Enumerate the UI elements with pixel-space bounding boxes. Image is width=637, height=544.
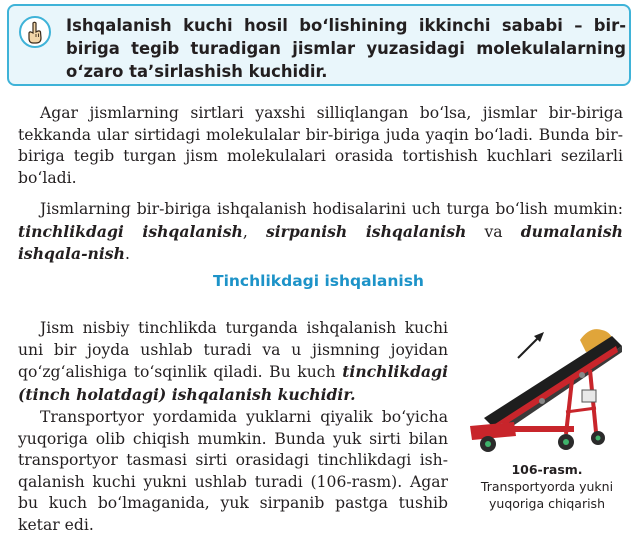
figure-caption (462, 461, 632, 512)
term-static-friction-force: tinchlikdagi (tinch holatdagi) ishqalanish kuchidir. (18, 362, 448, 404)
paragraph-conveyor: Transportyor yordamida yuklarni qiyalik boʻyicha yuqoriga olib chiqish mumkin. Bunda yuk sirti bilan transportyor tasmasi sirti orasidagi tinchlikdagi ish-qalanish kuchi yukni ushlab turadi (106-rasm). Agar bu kuch boʻlmaganida, yuk sirpanib pastga tushib ketar edi. (18, 408, 448, 534)
paragraph-static-friction (18, 318, 448, 406)
term-sliding-friction: sirpanish ishqalanish (265, 221, 467, 241)
static-friction-text: Jism nisbiy tinchlikda turganda ishqalanish kuchi uni bir joyda ushlab turadi va u jismning joyidan qoʻzgʻalishiga toʻsqinlik qiladi. Bu kuch (18, 319, 448, 381)
term-rolling-friction: dumalanish ishqala-nish (18, 221, 623, 263)
term-static-friction: tinchlikdagi ishqalanish (18, 221, 243, 241)
figure-number: 106-rasm. (511, 462, 583, 477)
friction-types-sep2: va (466, 222, 521, 241)
rule-line-2: biriga tegib turadigan jismlar yuzasidagi molekulalarning (66, 39, 626, 58)
rule-statement (66, 14, 626, 83)
figure-caption-line-2: yuqoriga chiqarish (489, 496, 605, 511)
figure-caption-line-1: Transportyorda yukni (480, 479, 614, 494)
friction-types-end: . (124, 245, 130, 263)
paragraph-friction-types (18, 199, 623, 266)
rule-line-1: Ishqalanish kuchi hosil boʻlishining ikkinchi sababi – bir- (66, 16, 626, 35)
friction-types-text: Jismlarning bir-biriga ishqalanish hodisalarini uch turga boʻlish mumkin: (40, 200, 623, 218)
paragraph-molecules: Agar jismlarning sirtlari yaxshi silliqlangan boʻlsa, jismlar bir-biriga tekkanda ular sirtidagi molekulalar bir-biriga juda yaqin boʻladi. Bunda bir-biriga tegib turgan jism molekulalari orasida tortishish kuchlari sezilarli boʻladi. (18, 104, 623, 187)
section-title: Tinchlikdagi ishqalanish (213, 272, 424, 290)
key-rule-box (7, 4, 631, 86)
friction-types-sep1: , (242, 222, 266, 241)
rule-line-3: oʻzaro taʼsirlashish kuchidir. (66, 62, 328, 81)
pointing-hand-icon (19, 16, 51, 48)
conveyor-figure (462, 322, 632, 460)
conveyor-belt-icon (462, 322, 632, 460)
